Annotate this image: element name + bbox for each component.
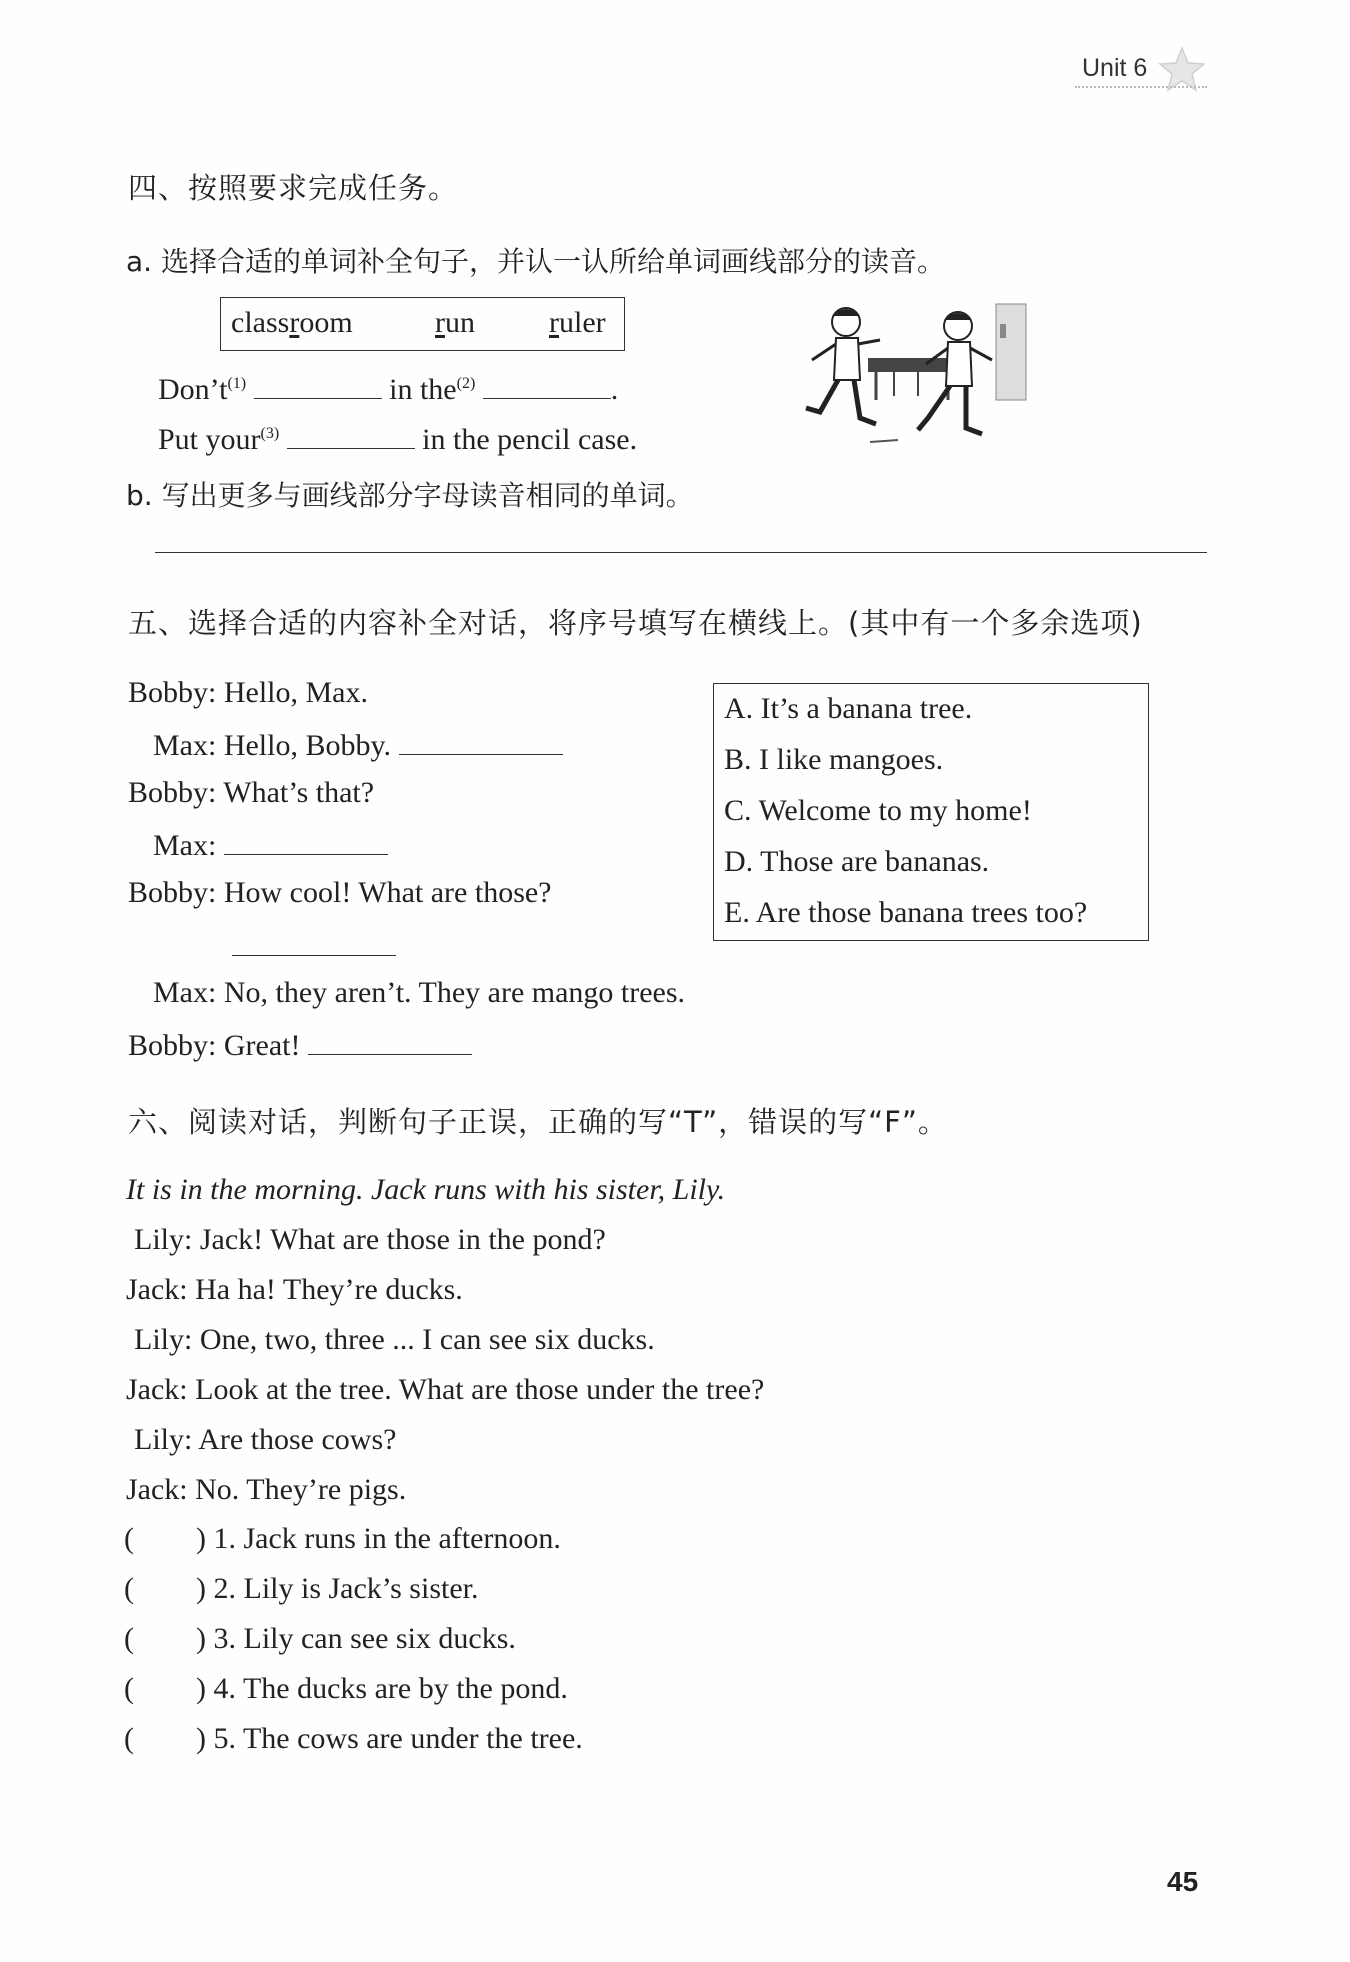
reading-line-2: Jack: Ha ha! They’re ducks.	[126, 1273, 463, 1306]
blank-2[interactable]	[483, 370, 611, 399]
question-1: ( ) 1. Jack runs in the afternoon.	[124, 1522, 561, 1555]
answer-line[interactable]	[155, 552, 1207, 553]
reading-line-4: Jack: Look at the tree. What are those under the tree?	[126, 1373, 765, 1406]
answer-paren-5[interactable]: (	[124, 1722, 134, 1755]
answer-paren-1[interactable]: (	[124, 1522, 134, 1555]
blank-1[interactable]	[254, 370, 382, 399]
reading-line-6: Jack: No. They’re pigs.	[126, 1473, 407, 1506]
dialogue-line-2: Max: Hello, Bobby.	[153, 726, 563, 763]
running-boys-illustration	[798, 300, 1030, 450]
question-3: ( ) 3. Lily can see six ducks.	[124, 1622, 516, 1655]
dialogue-line-3: Bobby: What’s that?	[128, 776, 375, 809]
dialogue-line-6: Max: No, they aren’t. They are mango trees.	[153, 976, 686, 1009]
dialogue-line-4: Max:	[153, 826, 388, 863]
dialogue-blank-2[interactable]	[224, 826, 388, 855]
dialogue-line-5: Bobby: How cool! What are those?	[128, 876, 552, 909]
dialogue-blank-3[interactable]	[232, 955, 396, 956]
section6-intro: It is in the morning. Jack runs with his sister, Lily.	[126, 1173, 726, 1206]
dialogue-line-1: Bobby: Hello, Max.	[128, 676, 368, 709]
section4-title: 四、按照要求完成任务。	[128, 171, 459, 205]
dialogue-line-7: Bobby: Great!	[128, 1026, 472, 1063]
section4-b-instruction: b. 写出更多与画线部分字母读音相同的单词。	[126, 479, 694, 512]
option-b: B. I like mangoes.	[724, 743, 944, 776]
reading-line-3: Lily: One, two, three ... I can see six ducks.	[134, 1323, 655, 1356]
dialogue-blank-1[interactable]	[399, 726, 563, 755]
unit-label: Unit 6	[1082, 54, 1148, 82]
option-a: A. It’s a banana tree.	[724, 692, 973, 725]
answer-paren-3[interactable]: (	[124, 1622, 134, 1655]
section5-title: 五、选择合适的内容补全对话，将序号填写在横线上。(其中有一个多余选项)	[128, 606, 1143, 640]
reading-line-5: Lily: Are those cows?	[134, 1423, 397, 1456]
sentence-2: Put your$^{(3)}$ in the pencil case.	[158, 420, 637, 457]
section4-a-instruction: a. 选择合适的单词补全句子，并认一认所给单词画线部分的读音。	[126, 245, 945, 278]
question-2: ( ) 2. Lily is Jack’s sister.	[124, 1572, 479, 1605]
section6-title: 六、阅读对话，判断句子正误，正确的写“T”，错误的写“F”。	[128, 1105, 948, 1139]
reading-line-1: Lily: Jack! What are those in the pond?	[134, 1223, 606, 1256]
sentence-1: $Don’t^{(1)}$ in the$^{(2)}$ .	[158, 370, 618, 407]
header-divider	[1075, 86, 1207, 88]
word-ruler: ruler	[549, 306, 606, 339]
option-c: C. Welcome to my home!	[724, 794, 1032, 827]
word-run: run	[435, 306, 475, 339]
option-e: E. Are those banana trees too?	[724, 896, 1088, 929]
answer-paren-4[interactable]: (	[124, 1672, 134, 1705]
option-d: D. Those are bananas.	[724, 845, 990, 878]
question-5: ( ) 5. The cows are under the tree.	[124, 1722, 583, 1755]
options-box	[713, 683, 1149, 941]
page-number: 45	[1167, 1866, 1199, 1897]
answer-paren-2[interactable]: (	[124, 1572, 134, 1605]
blank-3[interactable]	[287, 420, 415, 449]
word-classroom: classroom	[231, 306, 353, 339]
dialogue-blank-4[interactable]	[308, 1026, 472, 1055]
question-4: ( ) 4. The ducks are by the pond.	[124, 1672, 568, 1705]
word-box	[220, 297, 625, 351]
